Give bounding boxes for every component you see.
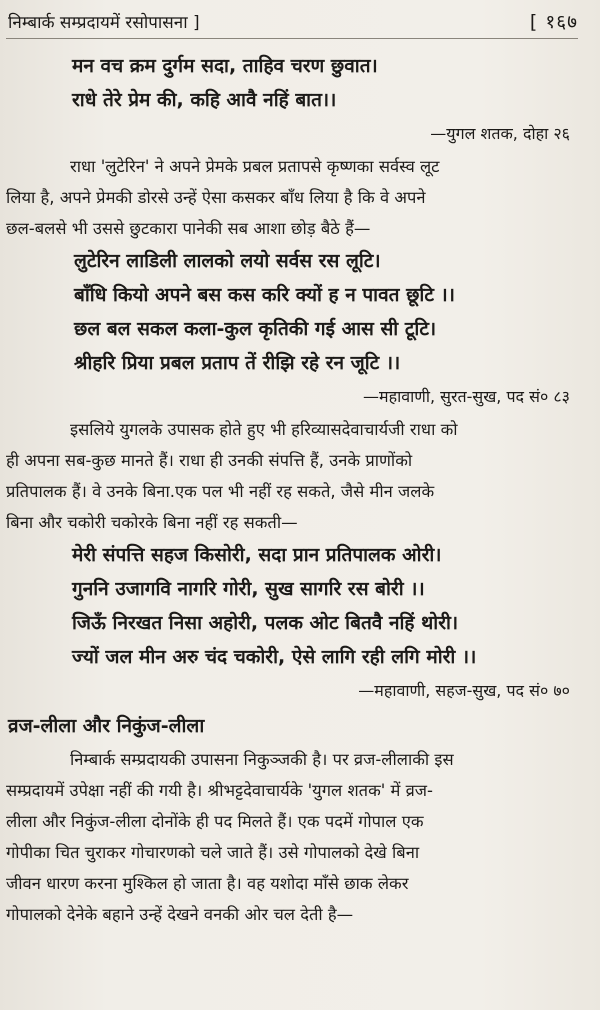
verse-line: छल बल सकल कला-कुल कृतिकी गई आस सी टूटि। bbox=[74, 318, 437, 340]
verse-line: गुननि उजागवि नागरि गोरी, सुख सागरि रस बोरी ।। bbox=[72, 578, 425, 600]
verse-line: बाँधि कियो अपने बस कस करि क्यों ह न पावत छूटि ।। bbox=[74, 284, 455, 306]
section-heading: व्रज-लीला और निकुंज-लीला bbox=[8, 715, 205, 737]
verse-line: श्रीहरि प्रिया प्रबल प्रताप तें रीझि रहे रन जूटि ।। bbox=[74, 352, 401, 374]
citation: —महावाणी, सुरत-सुख, पद सं० ८३ bbox=[363, 387, 570, 406]
verse-line: ज्यों जल मीन अरु चंद चकोरी, ऐसे लागि रही लगि मोरी ।। bbox=[72, 646, 477, 668]
running-header bbox=[6, 8, 578, 39]
verse-doha-26 bbox=[6, 49, 578, 117]
verse-line: मन वच क्रम दुर्गम सदा, ताहिव चरण छुवात। bbox=[72, 55, 378, 77]
citation: —महावाणी, सहज-सुख, पद सं० ७० bbox=[358, 681, 570, 700]
paragraph-vraj-leela bbox=[6, 744, 578, 930]
paragraph-line: इसलिये युगलके उपासक होते हुए भी हरिव्यासदेवाचार्यजी राधा को bbox=[70, 420, 458, 439]
citation: —युगल शतक, दोहा २६ bbox=[430, 124, 570, 143]
paragraph-sampatti bbox=[6, 414, 578, 538]
paragraph-line: गोपालको देनेके बहाने उन्हें देखने वनकी ओर चल देती है— bbox=[6, 905, 354, 924]
verse-surat-sukh bbox=[6, 244, 578, 380]
paragraph-line: ही अपना सब-कुछ मानते हैं। राधा ही उनकी संपत्ति हैं, उनके प्राणोंको bbox=[6, 451, 413, 470]
paragraph-line: राधा 'लुटेरिन' ने अपने प्रेमके प्रबल प्रतापसे कृष्णका सर्वस्व लूट bbox=[70, 157, 440, 176]
paragraph-line: बिना और चकोरी चकोरके बिना नहीं रह सकती— bbox=[6, 513, 298, 532]
verse-line: लुटेरिन लाडिली लालको लयो सर्वस रस लूटि। bbox=[74, 250, 381, 272]
paragraph-line: लीला और निकुंज-लीला दोनोंके ही पद मिलते हैं। एक पदमें गोपाल एक bbox=[6, 812, 424, 831]
header-title: निम्बार्क सम्प्रदायमें रसोपासना ] bbox=[8, 13, 200, 33]
paragraph-line: छल-बलसे भी उससे छुटकारा पानेकी सब आशा छोड़ बैठे हैं— bbox=[6, 219, 371, 238]
paragraph-luterin bbox=[6, 151, 578, 244]
paragraph-line: लिया है, अपने प्रेमकी डोरसे उन्हें ऐसा कसकर बाँध लिया है कि वे अपने bbox=[6, 188, 426, 207]
paragraph-line: निम्बार्क सम्प्रदायकी उपासना निकुञ्जकी है। पर व्रज-लीलाकी इस bbox=[70, 750, 454, 769]
verse-sahaj-sukh bbox=[6, 538, 578, 674]
verse-line: मेरी संपत्ति सहज किसोरी, सदा प्रान प्रतिपालक ओरी। bbox=[72, 544, 442, 566]
paragraph-line: प्रतिपालक हैं। वे उनके बिना.एक पल भी नहीं रह सकते, जैसे मीन जलके bbox=[6, 482, 435, 501]
verse-line: जिऊँ निरखत निसा अहोरी, पलक ओट बितवै नहिं थोरी। bbox=[72, 612, 459, 634]
paragraph-line: जीवन धारण करना मुश्किल हो जाता है। वह यशोदा माँसे छाक लेकर bbox=[6, 874, 409, 893]
paragraph-line: सम्प्रदायमें उपेक्षा नहीं की गयी है। श्रीभट्टदेवाचार्यके 'युगल शतक' में व्रज- bbox=[6, 781, 434, 800]
verse-line: राधे तेरे प्रेम की, कहि आवै नहिं बात।। bbox=[72, 89, 337, 111]
page-number: [ १६७ bbox=[529, 11, 578, 33]
paragraph-line: गोपीका चित चुराकर गोचारणको चले जाते हैं। उसे गोपालको देखे बिना bbox=[6, 843, 420, 862]
